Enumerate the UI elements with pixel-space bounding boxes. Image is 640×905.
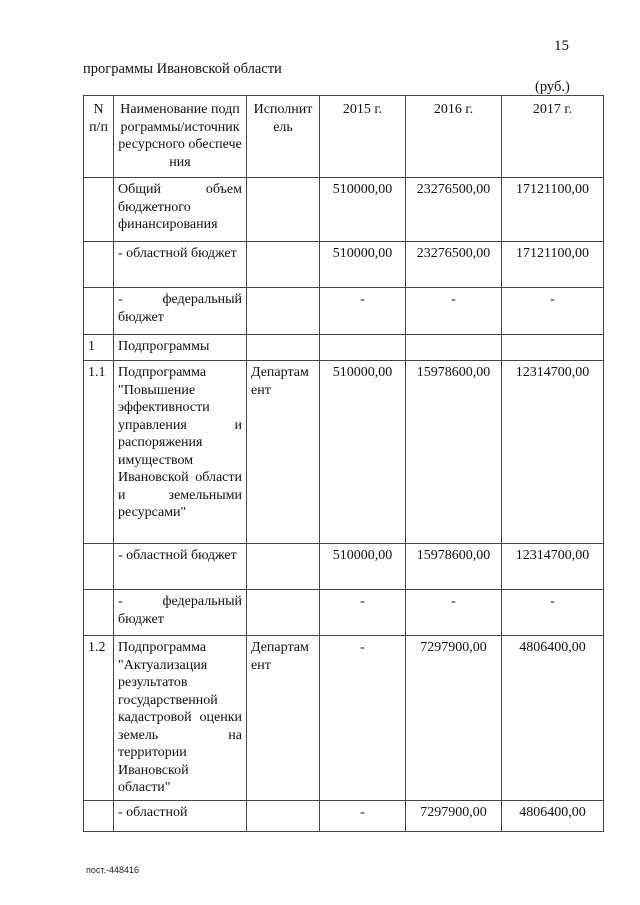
value-2015: - [320,636,406,801]
page-number: 15 [554,38,569,54]
row-name: - федеральный бюджет [114,288,247,335]
table-row-subprograms [84,335,604,361]
row-executor: Департамент [247,361,320,544]
row-index: 1.2 [84,636,114,801]
row-executor [247,242,320,288]
row-executor [247,801,320,832]
value-2017: 17121100,00 [502,242,604,288]
row-name: - областной [114,801,247,832]
value-2015: - [320,801,406,832]
column-header-name: Наименование подпрограммы/источник ресурсного обеспечения [114,96,247,178]
column-header-2015: 2015 г. [320,96,406,178]
value-2017: - [502,288,604,335]
value-2016: 15978600,00 [406,361,502,544]
row-index [84,178,114,242]
row-index [84,242,114,288]
row-name: Подпрограмма "Повышение эффективности управления и распоряжения имуществом Ивановской области и земельными ресурсами" [114,361,247,544]
value-2015 [320,335,406,361]
value-2016: 7297900,00 [406,636,502,801]
value-2017: 12314700,00 [502,544,604,590]
value-2017: 17121100,00 [502,178,604,242]
row-index [84,544,114,590]
row-name: - федеральный бюджет [114,590,247,636]
value-2016: - [406,288,502,335]
value-2016: 7297900,00 [406,801,502,832]
row-executor [247,544,320,590]
row-index: 1.1 [84,361,114,544]
row-name: Подпрограммы [114,335,247,361]
value-2015: 510000,00 [320,544,406,590]
table-row-regional [84,801,604,832]
value-2015: 510000,00 [320,242,406,288]
row-index [84,801,114,832]
value-2015: - [320,590,406,636]
table-row-subprogram-1-2 [84,636,604,801]
row-executor [247,335,320,361]
row-name: - областной бюджет [114,544,247,590]
row-executor [247,178,320,242]
value-2015: 510000,00 [320,361,406,544]
row-index [84,288,114,335]
budget-table [83,95,604,832]
value-2015: - [320,288,406,335]
document-footer-code: пост.-448416 [86,865,140,875]
table-header-row [84,96,604,178]
units-label: (руб.) [535,79,570,95]
table-row-regional [84,544,604,590]
row-name: Общий объем бюджетного финансирования [114,178,247,242]
column-header-2017: 2017 г. [502,96,604,178]
value-2016: - [406,590,502,636]
table-row-federal [84,590,604,636]
row-executor [247,590,320,636]
table-row-subprogram-1-1 [84,361,604,544]
value-2016 [406,335,502,361]
row-executor: Департамент [247,636,320,801]
column-header-executor: Исполнитель [247,96,320,178]
row-index [84,590,114,636]
column-header-number: N п/п [84,96,114,178]
table-row-regional [84,242,604,288]
value-2017: 4806400,00 [502,801,604,832]
row-name: Подпрограмма "Актуализация результатов государственной кадастровой оценки земель на территории Ивановской области" [114,636,247,801]
value-2016: 23276500,00 [406,178,502,242]
value-2016: 23276500,00 [406,242,502,288]
value-2017: 4806400,00 [502,636,604,801]
value-2017: 12314700,00 [502,361,604,544]
table-row-federal [84,288,604,335]
document-heading: программы Ивановской области [83,61,282,77]
value-2015: 510000,00 [320,178,406,242]
value-2017 [502,335,604,361]
row-executor [247,288,320,335]
row-name: - областной бюджет [114,242,247,288]
row-index: 1 [84,335,114,361]
value-2017: - [502,590,604,636]
table-row-total [84,178,604,242]
value-2016: 15978600,00 [406,544,502,590]
column-header-2016: 2016 г. [406,96,502,178]
